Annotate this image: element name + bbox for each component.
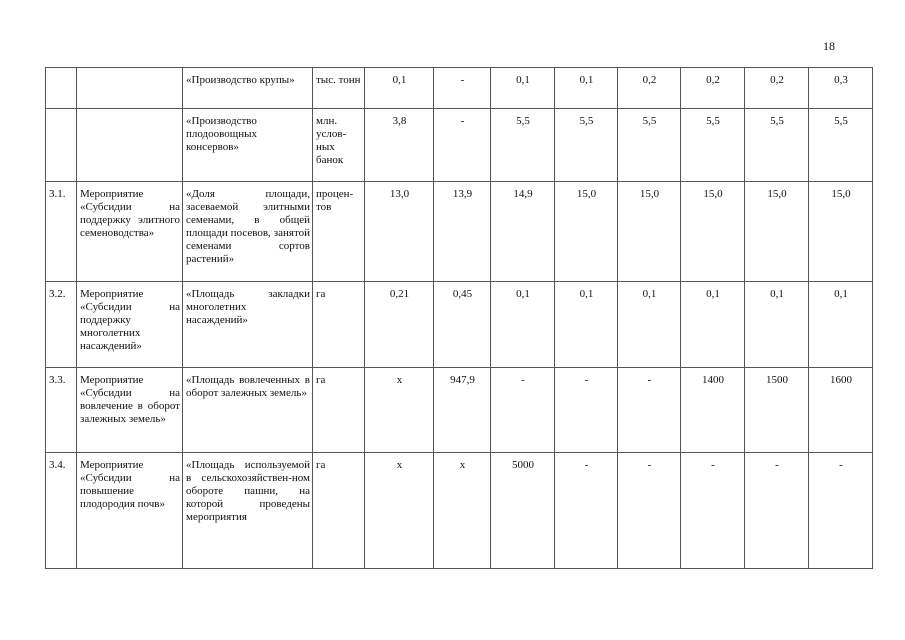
value-cell: 0,1 — [491, 282, 555, 368]
row-number — [46, 109, 77, 182]
value-cell: - — [491, 368, 555, 453]
value-cell: 5,5 — [681, 109, 745, 182]
value-cell: 0,1 — [491, 68, 555, 109]
unit-cell: га — [313, 453, 365, 569]
unit-cell: млн. услов-ных банок — [313, 109, 365, 182]
value-cell: 0,2 — [618, 68, 681, 109]
event-cell — [77, 68, 183, 109]
value-cell: - — [681, 453, 745, 569]
row-number: 3.3. — [46, 368, 77, 453]
unit-cell: га — [313, 282, 365, 368]
event-cell: Мероприятие «Субсидии на поддержку многолетних насаждений» — [77, 282, 183, 368]
row-number — [46, 68, 77, 109]
table-row — [46, 282, 873, 368]
table-row — [46, 109, 873, 182]
unit-cell: тыс. тонн — [313, 68, 365, 109]
table-row — [46, 368, 873, 453]
value-cell: 0,1 — [681, 282, 745, 368]
value-cell: 0,3 — [809, 68, 873, 109]
value-cell: х — [365, 368, 434, 453]
value-cell: 0,1 — [555, 282, 618, 368]
value-cell: 15,0 — [681, 182, 745, 282]
value-cell: 5,5 — [745, 109, 809, 182]
value-cell: х — [434, 453, 491, 569]
value-cell: 5000 — [491, 453, 555, 569]
event-cell: Мероприятие «Субсидии на поддержку элитного семеноводства» — [77, 182, 183, 282]
value-cell: - — [809, 453, 873, 569]
value-cell: 15,0 — [745, 182, 809, 282]
value-cell: 5,5 — [555, 109, 618, 182]
value-cell: 0,1 — [745, 282, 809, 368]
row-number: 3.2. — [46, 282, 77, 368]
value-cell: - — [434, 109, 491, 182]
value-cell: 5,5 — [618, 109, 681, 182]
indicator-cell: «Доля площади, засеваемой элитными семенами, в общей площади посевов, занятой семенами сортов растений» — [183, 182, 313, 282]
value-cell: 15,0 — [618, 182, 681, 282]
value-cell: 1500 — [745, 368, 809, 453]
event-cell — [77, 109, 183, 182]
table-row — [46, 68, 873, 109]
value-cell: 0,2 — [681, 68, 745, 109]
value-cell: - — [618, 453, 681, 569]
indicator-cell: «Площадь используемой в сельскохозяйствен-ном обороте пашни, на которой проведены мероприятия — [183, 453, 313, 569]
indicator-cell: «Производство крупы» — [183, 68, 313, 109]
table-row — [46, 182, 873, 282]
indicator-cell: «Площадь вовлеченных в оборот залежных земель» — [183, 368, 313, 453]
value-cell: - — [745, 453, 809, 569]
value-cell: 3,8 — [365, 109, 434, 182]
value-cell: - — [618, 368, 681, 453]
row-number: 3.1. — [46, 182, 77, 282]
value-cell: 13,0 — [365, 182, 434, 282]
event-cell: Мероприятие «Субсидии на вовлечение в оборот залежных земель» — [77, 368, 183, 453]
value-cell: 15,0 — [809, 182, 873, 282]
value-cell: 0,1 — [618, 282, 681, 368]
value-cell: х — [365, 453, 434, 569]
value-cell: 1600 — [809, 368, 873, 453]
indicator-cell: «Площадь закладки многолетних насаждений» — [183, 282, 313, 368]
value-cell: 15,0 — [555, 182, 618, 282]
page-number: 18 — [823, 39, 835, 53]
value-cell: 5,5 — [491, 109, 555, 182]
indicators-table — [45, 67, 873, 569]
unit-cell: га — [313, 368, 365, 453]
unit-cell: процен-тов — [313, 182, 365, 282]
value-cell: 0,1 — [809, 282, 873, 368]
value-cell: - — [555, 453, 618, 569]
row-number: 3.4. — [46, 453, 77, 569]
value-cell: 13,9 — [434, 182, 491, 282]
value-cell: 0,45 — [434, 282, 491, 368]
value-cell: 1400 — [681, 368, 745, 453]
value-cell: 5,5 — [809, 109, 873, 182]
value-cell: 0,21 — [365, 282, 434, 368]
event-cell: Мероприятие «Субсидии на повышение плодородия почв» — [77, 453, 183, 569]
value-cell: 0,2 — [745, 68, 809, 109]
table-row — [46, 453, 873, 569]
value-cell: - — [434, 68, 491, 109]
value-cell: - — [555, 368, 618, 453]
value-cell: 947,9 — [434, 368, 491, 453]
value-cell: 0,1 — [365, 68, 434, 109]
value-cell: 0,1 — [555, 68, 618, 109]
indicator-cell: «Производство плодоовощных консервов» — [183, 109, 313, 182]
value-cell: 14,9 — [491, 182, 555, 282]
